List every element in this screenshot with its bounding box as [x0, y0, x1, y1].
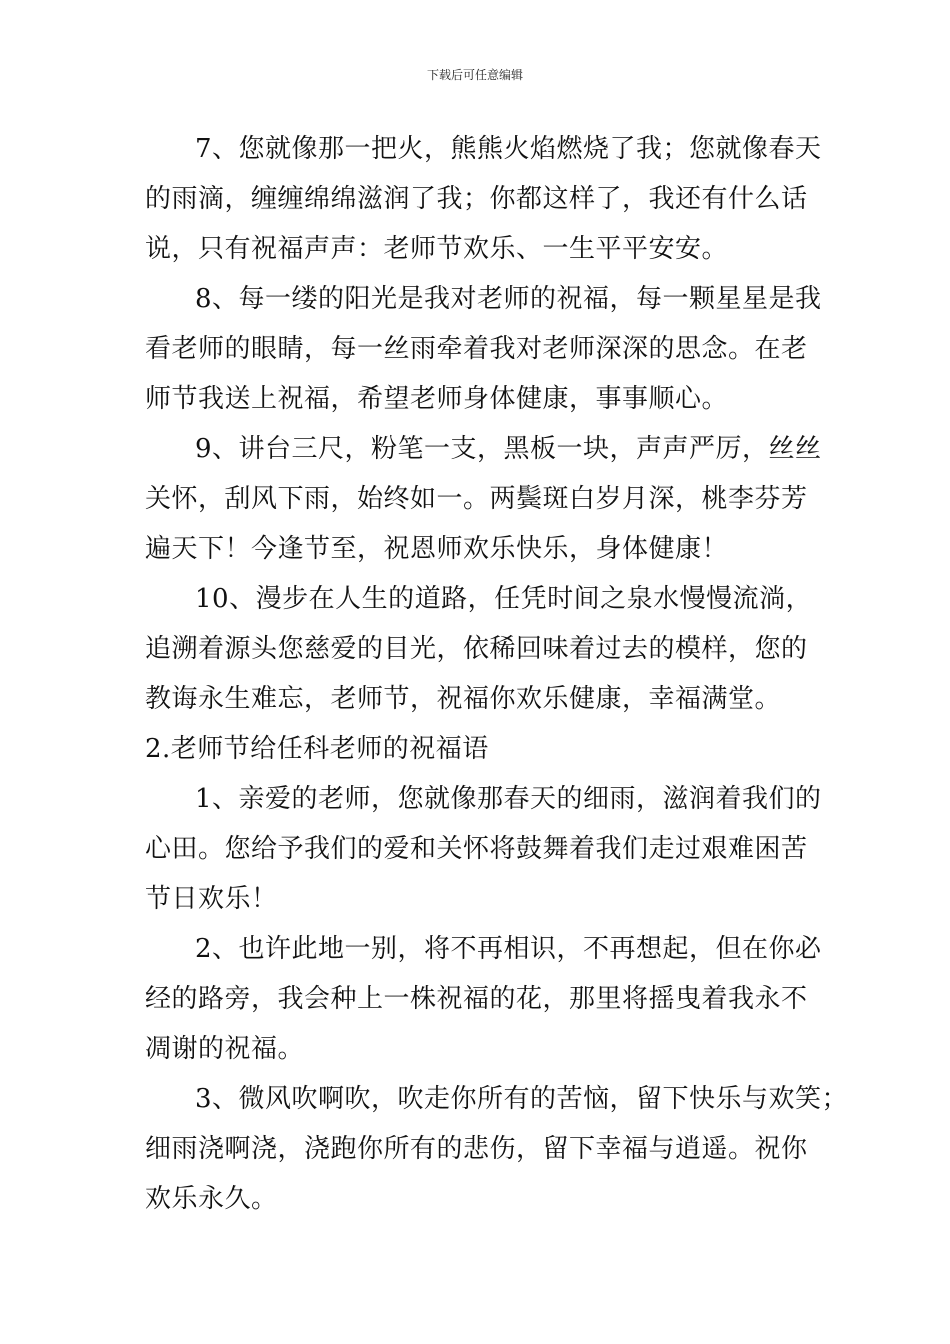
text-line: 9、讲台三尺，粉笔一支，黑板一块，声声严厉，丝丝	[195, 434, 822, 464]
text-line: 遍天下！今逢节至，祝恩师欢乐快乐，身体健康！	[145, 534, 729, 564]
text-line: 1、亲爱的老师，您就像那春天的细雨，滋润着我们的	[195, 784, 822, 814]
text-line: 10、漫步在人生的道路，任凭时间之泉水慢慢流淌，	[195, 584, 813, 614]
text-line: 师节我送上祝福，希望老师身体健康，事事顺心。	[145, 384, 729, 414]
text-line: 看老师的眼睛，每一丝雨牵着我对老师深深的思念。在老	[145, 334, 808, 364]
text-line: 关怀，刮风下雨，始终如一。两鬓斑白岁月深，桃李芬芳	[145, 484, 808, 514]
text-line: 说，只有祝福声声：老师节欢乐、一生平平安安。	[145, 234, 729, 264]
text-line: 追溯着源头您慈爱的目光，依稀回味着过去的模样，您的	[145, 634, 808, 664]
text-line: 经的路旁，我会种上一株祝福的花，那里将摇曳着我永不	[145, 984, 808, 1014]
text-line: 欢乐永久。	[145, 1184, 278, 1214]
text-line: 教诲永生难忘，老师节，祝福你欢乐健康，幸福满堂。	[145, 684, 782, 714]
text-line: 心田。您给予我们的爱和关怀将鼓舞着我们走过艰难困苦	[145, 834, 808, 864]
text-line: 节日欢乐！	[145, 884, 278, 914]
text-line: 细雨浇啊浇，浇跑你所有的悲伤，留下幸福与逍遥。祝你	[145, 1134, 808, 1164]
text-line: 3、微风吹啊吹，吹走你所有的苦恼，留下快乐与欢笑；	[195, 1084, 849, 1114]
text-line: 8、每一缕的阳光是我对老师的祝福，每一颗星星是我	[195, 284, 822, 314]
text-line: 凋谢的祝福。	[145, 1034, 305, 1064]
text-line: 7、您就像那一把火，熊熊火焰燃烧了我；您就像春天	[195, 134, 822, 164]
text-line: 2、也许此地一别，将不再相识，不再想起，但在你必	[195, 934, 822, 964]
page-header: 下载后可任意编辑	[426, 68, 523, 82]
text-line: 的雨滴，缠缠绵绵滋润了我；你都这样了，我还有什么话	[145, 184, 808, 214]
section-heading: 2.老师节给任科老师的祝福语	[145, 734, 489, 764]
